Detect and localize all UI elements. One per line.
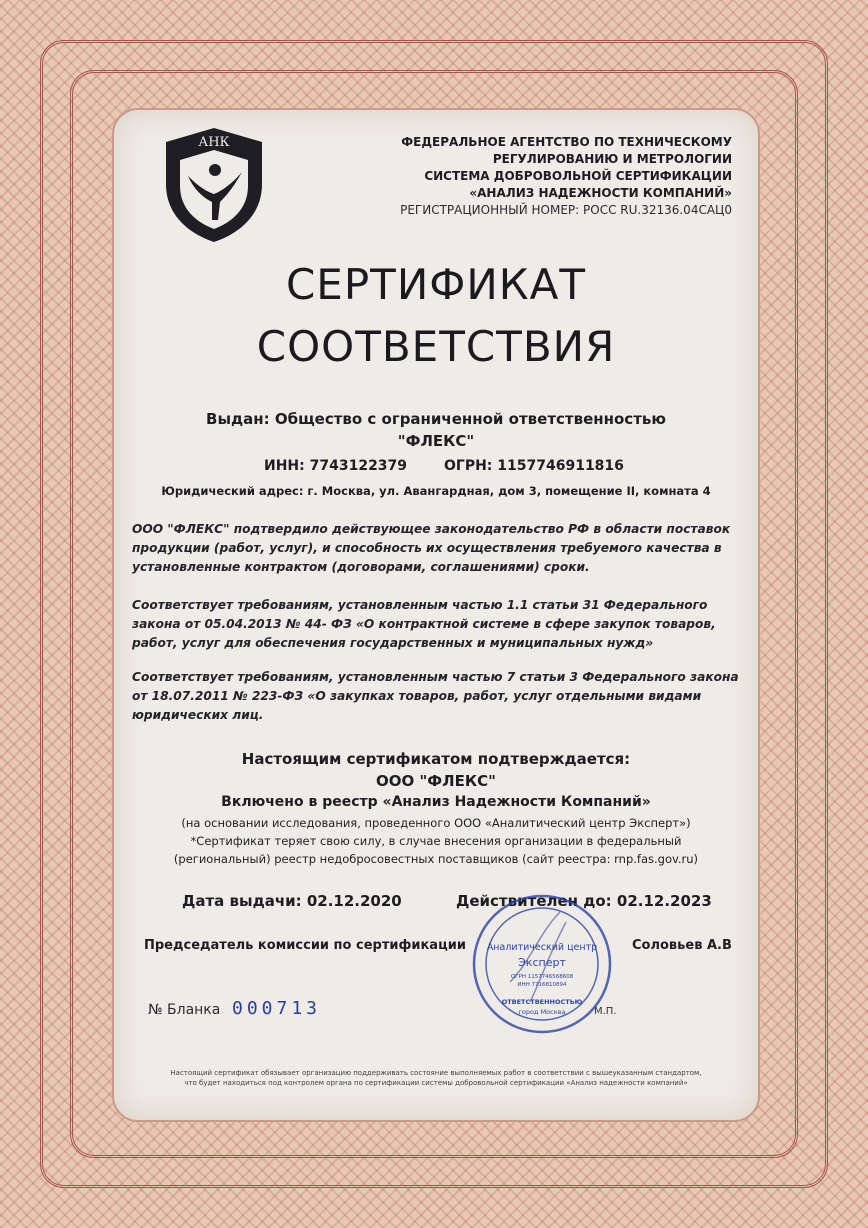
blank-number: 000713 [232,998,322,1019]
certificate-body [112,108,760,1122]
research-basis: (на основании исследования, проведенного ООО «Аналитический центр Эксперт») [181,816,691,830]
agency-line-4: «АНАЛИЗ НАДЕЖНОСТИ КОМПАНИЙ» [469,186,732,200]
certificate-title-line-1: СЕРТИФИКАТ [285,260,587,309]
stamp-center-1: Аналитический центр [486,942,598,953]
stamp-bottom-1: ОТВЕТСТВЕННОСТЬЮ [501,998,583,1006]
company-name: "ФЛЕКС" [397,432,475,450]
paragraph-2: Соответствует требованиям, установленным частью 1.1 статьи 31 Федерального закона от 05.04.2013 № 44- ФЗ «О контрактной системе в сфере закупок товаров, работ, услуг для обеспечения государственных и муниципальных нужд» [132,598,716,650]
paragraph-3: Соответствует требованиям, установленным частью 7 статьи 3 Федерального закона от 18.07.2011 № 223-ФЗ «О закупках товаров, работ, услуг отдельными видами юридических лиц. [132,670,739,722]
chairman-name: Соловьев А.В [632,938,732,953]
stamp-bottom-2: город Москва [518,1008,566,1016]
paragraph-1: ООО "ФЛЕКС" подтвердило действующее законодательство РФ в области поставок продукции (работ, услуг), и способность их осуществления требуемого качества в установленные контрактом (договорами, соглашениями) сроки. [132,522,731,574]
validity-note-1: *Сертификат теряет свою силу, в случае внесения организации в федеральный [190,834,682,848]
blank-label: № Бланка [148,1002,221,1018]
inn-value: ИНН: 7743122379 [264,458,408,474]
confirm-heading: Настоящим сертификатом подтверждается: [241,750,631,768]
registration-number: РЕГИСТРАЦИОННЫЙ НОМЕР: РОСС RU.32136.04САЦ0 [400,203,732,217]
issue-date: Дата выдачи: 02.12.2020 [182,892,402,910]
footer-note-2: что будет находиться под контролем органа по сертификации системы добровольной сертификации «Анализ надежности компаний» [184,1079,688,1087]
stamp-center-2: Эксперт [518,956,566,969]
agency-line-3: СИСТЕМА ДОБРОВОЛЬНОЙ СЕРТИФИКАЦИИ [424,169,732,183]
company-stamp [470,892,614,1036]
agency-line-1: ФЕДЕРАЛЬНОЕ АГЕНТСТВО ПО ТЕХНИЧЕСКОМУ [401,135,732,149]
stamp-seal-icon [470,892,614,1036]
agency-line-2: РЕГУЛИРОВАНИЮ И МЕТРОЛОГИИ [492,152,732,166]
issued-to: Выдан: Общество с ограниченной ответственностью [206,410,666,428]
agency-header [400,134,732,219]
shield-person-icon [158,124,270,246]
stamp-ogrn: ОГРН 1157746568608 [510,974,574,980]
logo-text: АНК [198,135,230,150]
validity-note-2: (региональный) реестр недобросовестных поставщиков (сайт реестра: rnp.fas.gov.ru) [173,852,699,866]
chairman-role: Председатель комиссии по сертификации [144,938,466,953]
valid-until: Действителен до: 02.12.2023 [456,892,712,910]
seal-place-mark: М.П. [594,1006,617,1017]
ank-logo [158,124,270,246]
registry-inclusion: Включено в реестр «Анализ Надежности Компаний» [221,794,651,810]
footer-note-1: Настоящий сертификат обязывает организацию поддерживать состояние выполняемых работ в соответствии с вышеуказанным стандартом, [170,1069,702,1077]
stamp-inn: ИНН 7716810894 [517,982,567,988]
certificate-title-line-2: СООТВЕТСТВИЯ [256,322,616,371]
confirm-company: ООО "ФЛЕКС" [376,772,496,790]
legal-address: Юридический адрес: г. Москва, ул. Авангардная, дом 3, помещение II, комната 4 [161,484,711,498]
ogrn-value: ОГРН: 1157746911816 [444,458,624,474]
